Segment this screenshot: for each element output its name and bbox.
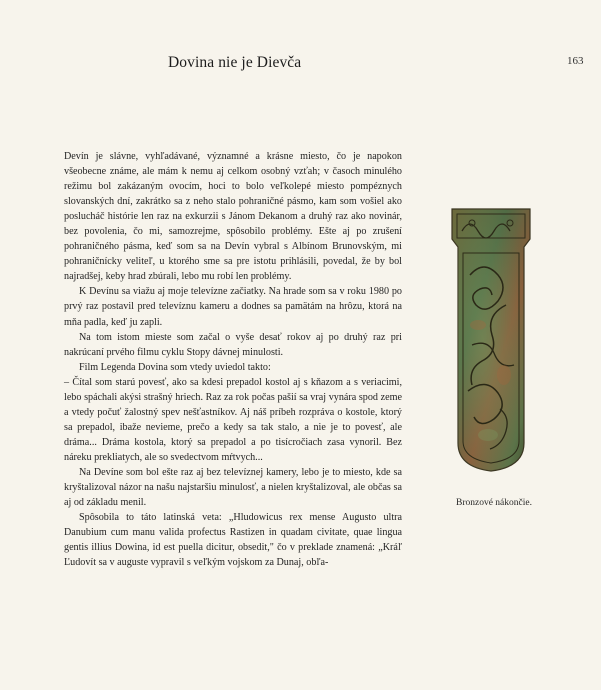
bronze-strap-end-image	[448, 205, 534, 473]
figure-caption: Bronzové nákončie.	[456, 498, 532, 508]
paragraph: Film Legenda Dovina som vtedy uviedol takto:	[79, 361, 271, 373]
page-title: Dovina nie je Dievča	[168, 54, 302, 71]
paragraph: Na tom istom mieste som začal o vyše desať rokov aj po druhý raz pri nakrúcaní prvého filmu cyklu Stopy dávnej minulosti.	[64, 331, 402, 358]
paragraph: Na Devíne som bol ešte raz aj bez televíznej kamery, lebo je to miesto, kde sa kryštalizoval názor na našu najstaršiu minulosť, a nielen kryštalizoval, ale občas sa aj od základu menil.	[64, 466, 402, 509]
body-text	[64, 149, 402, 570]
page-number: 163	[567, 55, 584, 67]
paragraph: K Devínu sa viažu aj moje televízne začiatky. Na hrade som sa v roku 1980 po prvý raz postavil pred televíznu kameru a dodnes sa pamätám na hrôzu, ktorá na mňa padla, keď ju zapli.	[64, 286, 402, 328]
paragraph: Devín je slávne, vyhľadávané, významné a krásne miesto, čo je napokon všeobecne známe, ale mám k nemu aj celkom osobný vzťah; v časoch minulého režimu bol zakázaným ovocím, hoci to bolo veľkolepé miesto pompéznych slovanských dní, zakrátko sa z neho stalo pohraničné pásmo, kam som vošiel ako poslucháč histórie len raz na exkurzii s Jánom Dekanom a druhý raz ako novinár, bez povolenia, čo mi, samozrejme, spôsobilo problémy. Ešte aj po zrušení pohraničného pásma, keď som sa na Devín vybral s Albínom Brunovským, mi pohraničnícky veliteľ, u ktorého sme sa pre istotu prihlásili, povedal, že by bol najradšej, keby hrad zbúrali, lebo mu robí len problémy.	[64, 151, 402, 283]
paragraph: – Čítal som starú povesť, ako sa kdesi prepadol kostol aj s kňazom a s veriacimi, lebo spáchali akýsi strašný hriech. Raz za rok počas pašií sa vraj vynára spod zeme a vtedy počuť žalostný spev nešťastníkov. Aj náš príbeh rozpráva o kostole, ktorý sa prepadol, ibaže nevieme, prečo a kedy sa tak stalo, a nie je to povesť, ale dráma... Dráma kostola, ktorý sa prepadol a po tisícročiach zasa vynoril. Bez náreku prekliatych, ale so svedectvom mŕtvych...	[64, 376, 402, 463]
paragraph: Spôsobila to táto latinská veta: „Hludowicus rex mense Augusto ultra Danubium cum manu valida profectus Rastizen in quadam civitate, quae lingua gentis illius Dowina, id est puella dicitur, obsedit," čo v preklade znamená: „Kráľ Ľudovít sa v auguste vypravil s veľkým vojskom za Dunaj, obľa-	[64, 512, 402, 569]
